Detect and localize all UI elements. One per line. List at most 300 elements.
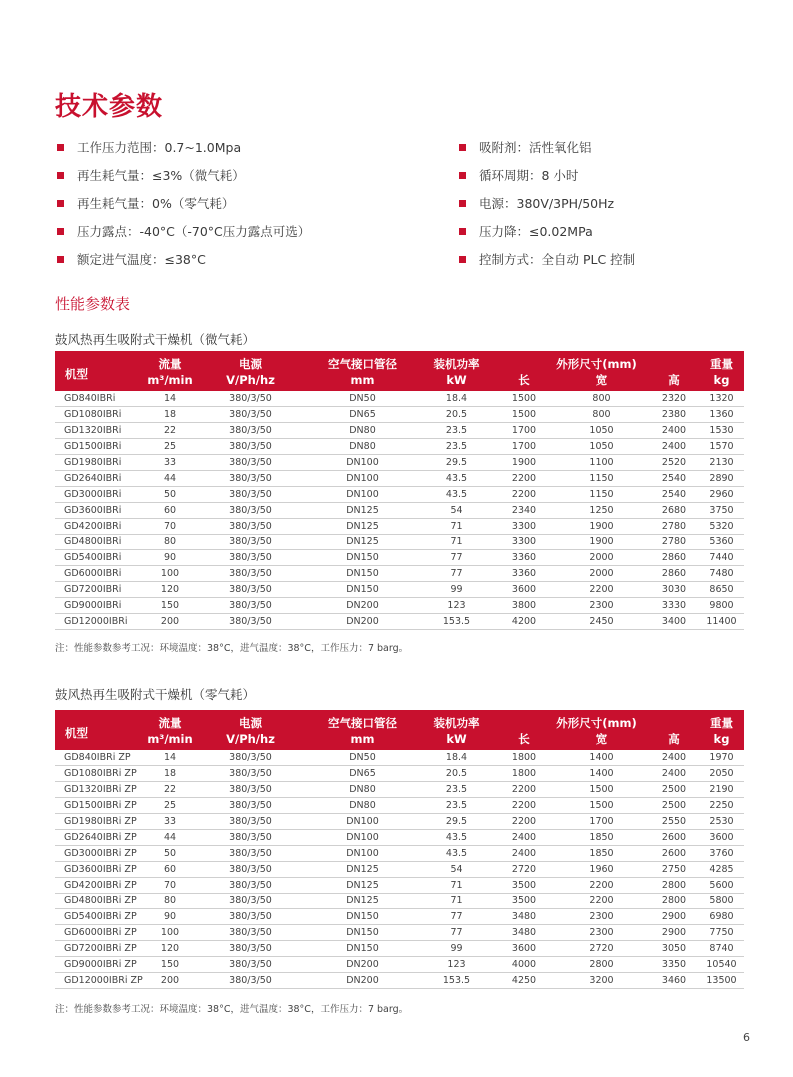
cell-flow: 120 <box>145 941 195 957</box>
cell-weight: 5800 <box>699 893 744 909</box>
cell-pipe: DN150 <box>306 566 419 582</box>
cell-model: GD4200IBRi <box>55 518 145 534</box>
cell-installed-power: 123 <box>419 598 494 614</box>
cell-length: 3600 <box>494 941 554 957</box>
cell-flow: 33 <box>145 455 195 471</box>
cell-installed-power: 29.5 <box>419 455 494 471</box>
cell-power: 380/3/50 <box>195 613 306 629</box>
cell-installed-power: 43.5 <box>419 829 494 845</box>
cell-pipe: DN100 <box>306 470 419 486</box>
cell-flow: 80 <box>145 893 195 909</box>
table-row <box>55 423 744 439</box>
cell-installed-power: 23.5 <box>419 782 494 798</box>
cell-pipe: DN100 <box>306 486 419 502</box>
cell-height: 2380 <box>649 407 699 423</box>
cell-weight: 13500 <box>699 972 744 988</box>
cell-width: 2300 <box>554 925 649 941</box>
cell-height: 3030 <box>649 582 699 598</box>
cell-length: 3500 <box>494 893 554 909</box>
bullet-text: 工作压力范围：0.7~1.0Mpa <box>77 140 242 155</box>
table-row <box>55 957 744 973</box>
cell-model: GD3000IBRi <box>55 486 145 502</box>
cell-height: 2860 <box>649 550 699 566</box>
cell-weight: 1530 <box>699 423 744 439</box>
cell-height: 2400 <box>649 766 699 782</box>
cell-length: 2720 <box>494 861 554 877</box>
cell-installed-power: 71 <box>419 877 494 893</box>
cell-width: 2200 <box>554 877 649 893</box>
bullet-text: 再生耗气量：≤3%（微气耗） <box>77 168 245 183</box>
cell-flow: 33 <box>145 814 195 830</box>
spec-table-zero <box>55 710 744 989</box>
cell-model: GD3000IBRi ZP <box>55 845 145 861</box>
bullet-item <box>57 245 310 273</box>
header-model: 机型 <box>55 351 145 391</box>
cell-length: 4250 <box>494 972 554 988</box>
header-width: 宽 <box>554 731 649 750</box>
bullet-item <box>57 217 310 245</box>
cell-height: 3460 <box>649 972 699 988</box>
header-weight-unit: kg <box>699 372 744 391</box>
cell-flow: 70 <box>145 518 195 534</box>
bullet-item <box>57 133 310 161</box>
cell-height: 2680 <box>649 502 699 518</box>
cell-installed-power: 43.5 <box>419 470 494 486</box>
cell-weight: 2190 <box>699 782 744 798</box>
header-dimensions: 外形尺寸(mm) <box>494 351 699 372</box>
cell-pipe: DN200 <box>306 598 419 614</box>
cell-power: 380/3/50 <box>195 798 306 814</box>
cell-height: 2400 <box>649 423 699 439</box>
cell-length: 2400 <box>494 845 554 861</box>
header-power-unit: V/Ph/hz <box>195 731 306 750</box>
cell-height: 3350 <box>649 957 699 973</box>
cell-power: 380/3/50 <box>195 941 306 957</box>
cell-width: 2000 <box>554 566 649 582</box>
table-row <box>55 893 744 909</box>
bullet-square-icon <box>57 200 64 207</box>
cell-weight: 1570 <box>699 439 744 455</box>
bullet-square-icon <box>459 200 466 207</box>
cell-installed-power: 23.5 <box>419 423 494 439</box>
cell-length: 3360 <box>494 566 554 582</box>
cell-length: 3500 <box>494 877 554 893</box>
cell-width: 1250 <box>554 502 649 518</box>
cell-flow: 200 <box>145 972 195 988</box>
cell-power: 380/3/50 <box>195 470 306 486</box>
cell-length: 1900 <box>494 455 554 471</box>
cell-installed-power: 153.5 <box>419 972 494 988</box>
bullet-list-left <box>57 133 310 273</box>
cell-pipe: DN100 <box>306 814 419 830</box>
cell-pipe: DN80 <box>306 782 419 798</box>
header-flow: 流量 <box>145 351 195 372</box>
cell-installed-power: 43.5 <box>419 486 494 502</box>
cell-weight: 1360 <box>699 407 744 423</box>
cell-height: 2800 <box>649 893 699 909</box>
cell-pipe: DN200 <box>306 613 419 629</box>
table-row <box>55 782 744 798</box>
cell-weight: 5360 <box>699 534 744 550</box>
cell-length: 2400 <box>494 829 554 845</box>
cell-width: 1500 <box>554 798 649 814</box>
header-flow-unit: m³/min <box>145 372 195 391</box>
header-pipe: 空气接口管径 <box>306 351 419 372</box>
cell-pipe: DN80 <box>306 439 419 455</box>
bullet-square-icon <box>459 228 466 235</box>
cell-pipe: DN65 <box>306 766 419 782</box>
cell-model: GD1500IBRi ZP <box>55 798 145 814</box>
cell-flow: 14 <box>145 391 195 407</box>
cell-width: 2450 <box>554 613 649 629</box>
cell-model: GD840IBRi <box>55 391 145 407</box>
cell-installed-power: 20.5 <box>419 766 494 782</box>
cell-length: 3300 <box>494 534 554 550</box>
bullet-list-right <box>459 133 635 273</box>
cell-weight: 2890 <box>699 470 744 486</box>
cell-weight: 3600 <box>699 829 744 845</box>
bullet-square-icon <box>57 172 64 179</box>
cell-flow: 18 <box>145 766 195 782</box>
table-row <box>55 455 744 471</box>
cell-model: GD6000IBRi <box>55 566 145 582</box>
cell-width: 3200 <box>554 972 649 988</box>
cell-pipe: DN100 <box>306 829 419 845</box>
cell-power: 380/3/50 <box>195 423 306 439</box>
table1-title: 鼓风热再生吸附式干燥机（微气耗） <box>55 332 256 347</box>
cell-length: 3300 <box>494 518 554 534</box>
cell-power: 380/3/50 <box>195 534 306 550</box>
cell-pipe: DN65 <box>306 407 419 423</box>
header-model: 机型 <box>55 710 145 750</box>
cell-flow: 90 <box>145 909 195 925</box>
cell-flow: 50 <box>145 845 195 861</box>
cell-pipe: DN100 <box>306 455 419 471</box>
cell-power: 380/3/50 <box>195 782 306 798</box>
header-installed-unit: kW <box>419 731 494 750</box>
cell-power: 380/3/50 <box>195 439 306 455</box>
cell-width: 2300 <box>554 598 649 614</box>
cell-pipe: DN80 <box>306 423 419 439</box>
cell-length: 3480 <box>494 909 554 925</box>
cell-installed-power: 71 <box>419 893 494 909</box>
cell-pipe: DN200 <box>306 972 419 988</box>
bullet-item <box>459 133 635 161</box>
page-number: 6 <box>743 1031 750 1044</box>
cell-installed-power: 77 <box>419 925 494 941</box>
bullet-item <box>459 217 635 245</box>
bullet-item <box>459 245 635 273</box>
cell-height: 2600 <box>649 829 699 845</box>
header-weight: 重量 <box>699 710 744 731</box>
cell-length: 1500 <box>494 391 554 407</box>
cell-height: 2750 <box>649 861 699 877</box>
table-row <box>55 407 744 423</box>
cell-installed-power: 18.4 <box>419 391 494 407</box>
table-row <box>55 566 744 582</box>
table-row <box>55 766 744 782</box>
bullet-text: 压力降：≤0.02MPa <box>479 224 593 239</box>
cell-weight: 9800 <box>699 598 744 614</box>
cell-pipe: DN50 <box>306 391 419 407</box>
cell-model: GD4800IBRi <box>55 534 145 550</box>
cell-model: GD7200IBRi ZP <box>55 941 145 957</box>
bullet-square-icon <box>57 228 64 235</box>
bullet-square-icon <box>459 256 466 263</box>
bullet-text: 控制方式：全自动 PLC 控制 <box>479 252 636 267</box>
cell-model: GD12000IBRi ZP <box>55 972 145 988</box>
bullet-text: 吸附剂：活性氧化铝 <box>479 140 592 155</box>
cell-installed-power: 99 <box>419 941 494 957</box>
cell-length: 1700 <box>494 439 554 455</box>
table-row <box>55 613 744 629</box>
table-row <box>55 972 744 988</box>
cell-height: 3050 <box>649 941 699 957</box>
cell-flow: 120 <box>145 582 195 598</box>
cell-installed-power: 71 <box>419 518 494 534</box>
cell-power: 380/3/50 <box>195 502 306 518</box>
cell-installed-power: 23.5 <box>419 439 494 455</box>
cell-height: 3400 <box>649 613 699 629</box>
cell-installed-power: 77 <box>419 550 494 566</box>
cell-length: 2340 <box>494 502 554 518</box>
table-row <box>55 470 744 486</box>
cell-pipe: DN125 <box>306 534 419 550</box>
header-flow: 流量 <box>145 710 195 731</box>
cell-pipe: DN150 <box>306 941 419 957</box>
cell-model: GD3600IBRi <box>55 502 145 518</box>
cell-power: 380/3/50 <box>195 829 306 845</box>
header-height: 高 <box>649 731 699 750</box>
cell-weight: 2250 <box>699 798 744 814</box>
header-installed-power: 装机功率 <box>419 710 494 731</box>
cell-width: 1100 <box>554 455 649 471</box>
cell-height: 2780 <box>649 518 699 534</box>
cell-weight: 7440 <box>699 550 744 566</box>
cell-model: GD12000IBRi <box>55 613 145 629</box>
header-width: 宽 <box>554 372 649 391</box>
cell-length: 2200 <box>494 814 554 830</box>
cell-height: 2550 <box>649 814 699 830</box>
cell-width: 2720 <box>554 941 649 957</box>
cell-width: 1960 <box>554 861 649 877</box>
cell-model: GD3600IBRi ZP <box>55 861 145 877</box>
cell-model: GD2640IBRi ZP <box>55 829 145 845</box>
table-row <box>55 750 744 766</box>
table-row <box>55 439 744 455</box>
cell-installed-power: 29.5 <box>419 814 494 830</box>
cell-width: 1900 <box>554 518 649 534</box>
page-title: 技术参数 <box>55 92 164 122</box>
cell-pipe: DN150 <box>306 925 419 941</box>
cell-weight: 7480 <box>699 566 744 582</box>
table-row <box>55 391 744 407</box>
header-power-unit: V/Ph/hz <box>195 372 306 391</box>
cell-length: 2200 <box>494 798 554 814</box>
cell-height: 2780 <box>649 534 699 550</box>
cell-flow: 60 <box>145 502 195 518</box>
cell-installed-power: 23.5 <box>419 798 494 814</box>
table-header <box>55 710 744 750</box>
cell-length: 1800 <box>494 750 554 766</box>
cell-flow: 22 <box>145 423 195 439</box>
cell-model: GD1500IBRi <box>55 439 145 455</box>
cell-width: 2200 <box>554 893 649 909</box>
cell-power: 380/3/50 <box>195 582 306 598</box>
cell-power: 380/3/50 <box>195 861 306 877</box>
bullet-text: 循环周期：8 小时 <box>479 168 579 183</box>
header-pipe-unit: mm <box>306 372 419 391</box>
cell-model: GD5400IBRi <box>55 550 145 566</box>
section-title: 性能参数表 <box>55 295 131 313</box>
cell-model: GD1080IBRi <box>55 407 145 423</box>
cell-flow: 100 <box>145 566 195 582</box>
table-row <box>55 941 744 957</box>
cell-installed-power: 77 <box>419 566 494 582</box>
cell-installed-power: 99 <box>419 582 494 598</box>
header-dimensions: 外形尺寸(mm) <box>494 710 699 731</box>
cell-pipe: DN125 <box>306 893 419 909</box>
header-length: 长 <box>494 372 554 391</box>
cell-pipe: DN125 <box>306 518 419 534</box>
cell-flow: 22 <box>145 782 195 798</box>
cell-flow: 44 <box>145 829 195 845</box>
cell-power: 380/3/50 <box>195 566 306 582</box>
cell-installed-power: 123 <box>419 957 494 973</box>
cell-flow: 60 <box>145 861 195 877</box>
cell-power: 380/3/50 <box>195 486 306 502</box>
bullet-item <box>57 161 310 189</box>
cell-power: 380/3/50 <box>195 766 306 782</box>
cell-height: 2540 <box>649 486 699 502</box>
cell-width: 2800 <box>554 957 649 973</box>
cell-length: 1500 <box>494 407 554 423</box>
bullet-item <box>459 161 635 189</box>
cell-height: 2400 <box>649 439 699 455</box>
cell-flow: 80 <box>145 534 195 550</box>
cell-width: 1050 <box>554 423 649 439</box>
cell-height: 2320 <box>649 391 699 407</box>
header-row <box>55 731 744 750</box>
header-installed-unit: kW <box>419 372 494 391</box>
cell-installed-power: 71 <box>419 534 494 550</box>
cell-flow: 90 <box>145 550 195 566</box>
bullet-text: 再生耗气量：0%（零气耗） <box>77 196 235 211</box>
table-row <box>55 582 744 598</box>
cell-power: 380/3/50 <box>195 845 306 861</box>
header-length: 长 <box>494 731 554 750</box>
bullet-item <box>57 189 310 217</box>
cell-power: 380/3/50 <box>195 407 306 423</box>
cell-pipe: DN150 <box>306 550 419 566</box>
cell-installed-power: 54 <box>419 861 494 877</box>
cell-pipe: DN125 <box>306 861 419 877</box>
cell-height: 2520 <box>649 455 699 471</box>
cell-flow: 50 <box>145 486 195 502</box>
table-body <box>55 391 744 629</box>
cell-installed-power: 153.5 <box>419 613 494 629</box>
header-flow-unit: m³/min <box>145 731 195 750</box>
cell-model: GD2640IBRi <box>55 470 145 486</box>
header-weight-unit: kg <box>699 731 744 750</box>
cell-pipe: DN80 <box>306 798 419 814</box>
cell-width: 1900 <box>554 534 649 550</box>
cell-model: GD1320IBRi <box>55 423 145 439</box>
cell-length: 1700 <box>494 423 554 439</box>
table-row <box>55 925 744 941</box>
cell-weight: 1970 <box>699 750 744 766</box>
header-row <box>55 372 744 391</box>
header-installed-power: 装机功率 <box>419 351 494 372</box>
cell-model: GD6000IBRi ZP <box>55 925 145 941</box>
table-row <box>55 486 744 502</box>
header-pipe: 空气接口管径 <box>306 710 419 731</box>
cell-weight: 3760 <box>699 845 744 861</box>
cell-flow: 100 <box>145 925 195 941</box>
cell-height: 2500 <box>649 798 699 814</box>
cell-weight: 3750 <box>699 502 744 518</box>
cell-model: GD7200IBRi <box>55 582 145 598</box>
cell-width: 1400 <box>554 750 649 766</box>
cell-installed-power: 54 <box>419 502 494 518</box>
cell-weight: 2050 <box>699 766 744 782</box>
cell-weight: 2130 <box>699 455 744 471</box>
cell-weight: 10540 <box>699 957 744 973</box>
cell-power: 380/3/50 <box>195 877 306 893</box>
cell-power: 380/3/50 <box>195 598 306 614</box>
cell-weight: 11400 <box>699 613 744 629</box>
cell-flow: 150 <box>145 957 195 973</box>
bullet-square-icon <box>459 172 466 179</box>
table-row <box>55 845 744 861</box>
cell-flow: 200 <box>145 613 195 629</box>
cell-model: GD1320IBRi ZP <box>55 782 145 798</box>
cell-model: GD9000IBRi <box>55 598 145 614</box>
cell-height: 2400 <box>649 750 699 766</box>
spec-table-micro <box>55 351 744 630</box>
cell-width: 1700 <box>554 814 649 830</box>
cell-pipe: DN125 <box>306 877 419 893</box>
cell-length: 2200 <box>494 782 554 798</box>
cell-weight: 2960 <box>699 486 744 502</box>
bullet-square-icon <box>57 144 64 151</box>
cell-width: 1150 <box>554 486 649 502</box>
table-row <box>55 518 744 534</box>
cell-model: GD4800IBRi ZP <box>55 893 145 909</box>
cell-model: GD1980IBRi <box>55 455 145 471</box>
cell-height: 2900 <box>649 909 699 925</box>
cell-length: 4000 <box>494 957 554 973</box>
cell-installed-power: 18.4 <box>419 750 494 766</box>
cell-power: 380/3/50 <box>195 972 306 988</box>
header-row <box>55 351 744 372</box>
cell-power: 380/3/50 <box>195 391 306 407</box>
cell-width: 1050 <box>554 439 649 455</box>
cell-weight: 2530 <box>699 814 744 830</box>
cell-height: 2860 <box>649 566 699 582</box>
table-row <box>55 814 744 830</box>
cell-width: 2000 <box>554 550 649 566</box>
cell-flow: 150 <box>145 598 195 614</box>
cell-weight: 5600 <box>699 877 744 893</box>
cell-weight: 6980 <box>699 909 744 925</box>
table-header <box>55 351 744 391</box>
table-row <box>55 829 744 845</box>
cell-height: 3330 <box>649 598 699 614</box>
table-row <box>55 598 744 614</box>
header-row <box>55 710 744 731</box>
cell-height: 2900 <box>649 925 699 941</box>
